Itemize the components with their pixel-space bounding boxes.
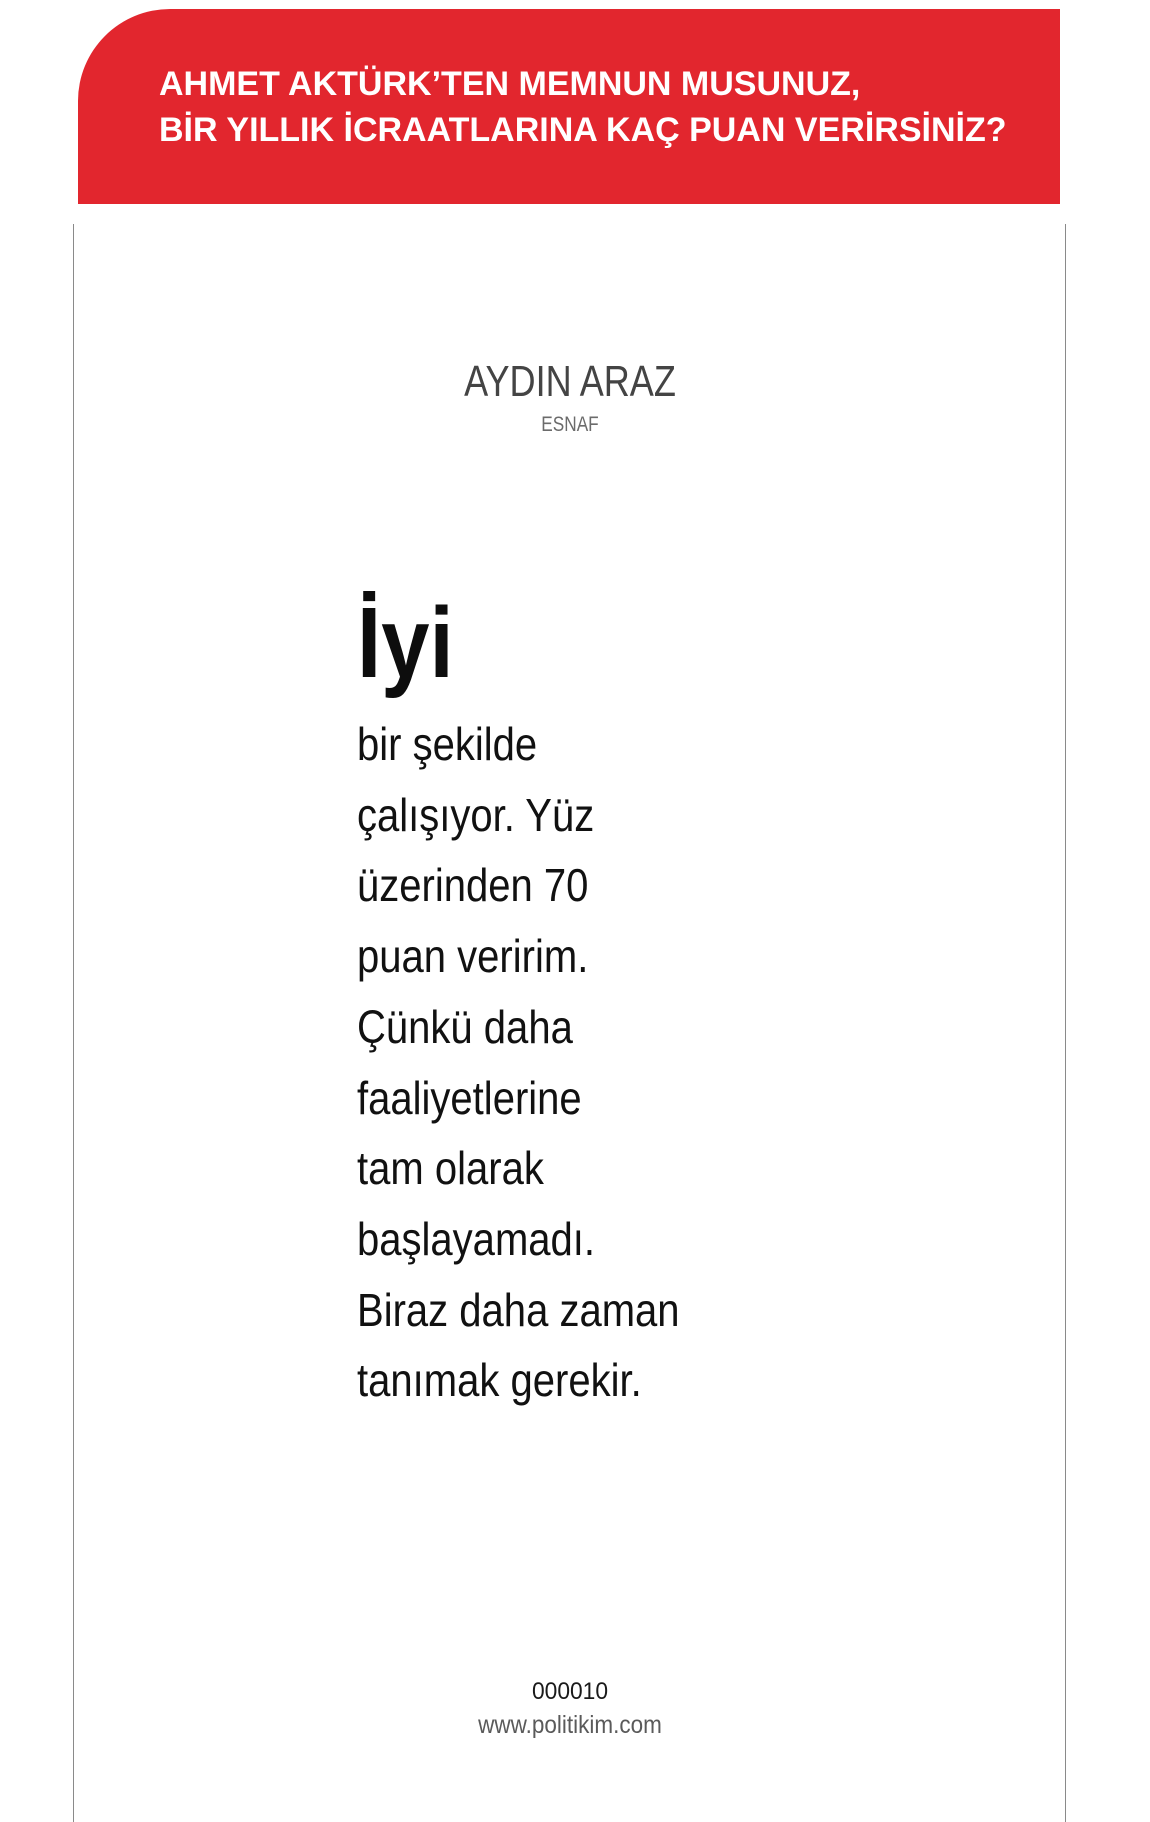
answer-line: Biraz daha zaman bbox=[357, 1283, 680, 1336]
right-frame-rule bbox=[1065, 224, 1066, 1822]
answer-line: puan veririm. bbox=[357, 930, 589, 983]
answer-line: tam olarak bbox=[357, 1142, 544, 1195]
answer-line: tanımak gerekir. bbox=[357, 1354, 642, 1407]
question-banner bbox=[78, 9, 1060, 204]
answer-line: bir şekilde bbox=[357, 718, 538, 770]
website-text: www.politikim.com bbox=[478, 1711, 662, 1739]
answer-line: çalışıyor. Yüz bbox=[357, 788, 595, 841]
answer-text bbox=[357, 709, 680, 1416]
left-frame-rule bbox=[73, 224, 74, 1822]
answer-headline: İyi bbox=[357, 587, 454, 699]
respondent-occupation: ESNAF bbox=[541, 413, 599, 436]
question-line-2: BİR YILLIK İCRAATLARINA KAÇ PUAN VERİRSİNİZ? bbox=[159, 111, 1007, 149]
answer-line: başlayamadı. bbox=[357, 1212, 596, 1265]
question-line-1: AHMET AKTÜRK’TEN MEMNUN MUSUNUZ, bbox=[159, 65, 861, 103]
respondent-name: AYDIN ARAZ bbox=[464, 357, 676, 406]
entry-code: 000010 bbox=[531, 1678, 609, 1705]
answer-line: Çünkü daha bbox=[357, 1000, 573, 1053]
answer-line: faaliyetlerine bbox=[357, 1071, 582, 1124]
answer-line: üzerinden 70 bbox=[357, 859, 589, 912]
